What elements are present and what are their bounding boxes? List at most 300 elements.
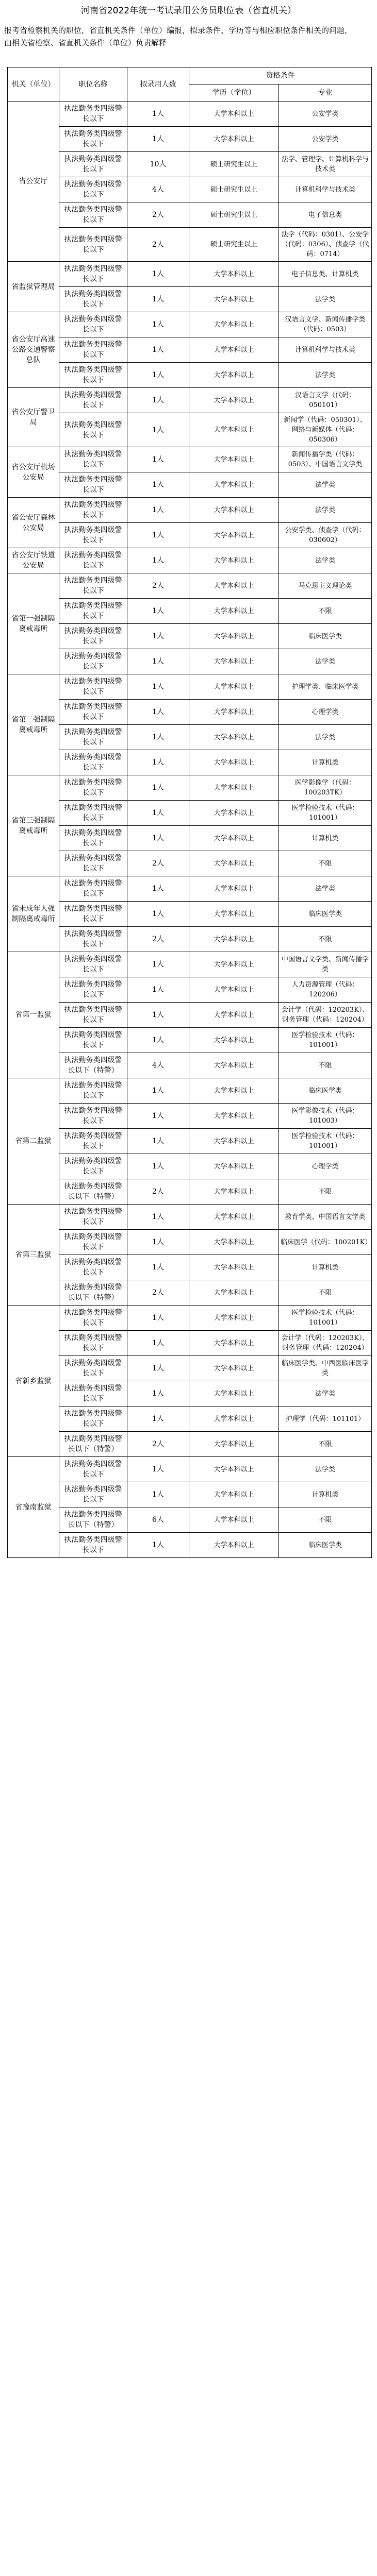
count-cell: 1人 bbox=[127, 523, 189, 548]
position-cell: 执法勤务类四级警长以下 bbox=[59, 228, 127, 262]
education-cell: 大学本科以上 bbox=[189, 902, 279, 927]
education-cell: 大学本科以上 bbox=[189, 127, 279, 152]
position-cell: 执法勤务类四级警长以下 bbox=[59, 624, 127, 649]
count-cell: 10人 bbox=[127, 152, 189, 177]
major-cell: 医学影像技术（代码：101003） bbox=[279, 1104, 372, 1129]
position-cell: 执法勤务类四级警长以下 bbox=[59, 548, 127, 573]
education-cell: 大学本科以上 bbox=[189, 101, 279, 127]
header-education: 学历（学位） bbox=[189, 84, 279, 101]
count-cell: 1人 bbox=[127, 127, 189, 152]
agency-cell: 省第一监狱 bbox=[8, 952, 59, 1078]
education-cell: 大学本科以上 bbox=[189, 337, 279, 363]
agency-cell: 省公安厅铁道公安局 bbox=[8, 548, 59, 573]
position-cell: 执法勤务类四级警长以下（特警） bbox=[59, 1507, 127, 1533]
education-cell: 大学本科以上 bbox=[189, 287, 279, 312]
table-row bbox=[8, 548, 372, 573]
table-row bbox=[8, 363, 372, 388]
position-cell: 执法勤务类四级警长以下 bbox=[59, 775, 127, 801]
table-row bbox=[8, 1331, 372, 1356]
header-position: 职位名称 bbox=[59, 67, 127, 101]
position-cell: 执法勤务类四级警长以下 bbox=[59, 599, 127, 624]
table-row bbox=[8, 388, 372, 413]
count-cell: 1人 bbox=[127, 1129, 189, 1154]
position-cell: 执法勤务类四级警长以下 bbox=[59, 1331, 127, 1356]
position-cell: 执法勤务类四级警长以下 bbox=[59, 573, 127, 599]
major-cell: 不限 bbox=[279, 1432, 372, 1457]
education-cell: 大学本科以上 bbox=[189, 1053, 279, 1078]
major-cell: 法学类 bbox=[279, 725, 372, 750]
count-cell: 1人 bbox=[127, 1154, 189, 1179]
major-cell: 计算机类 bbox=[279, 750, 372, 775]
table-row bbox=[8, 1104, 372, 1129]
note-line: 由相关省检察、省直机关条件（单位）负责解释 bbox=[4, 38, 167, 47]
position-cell: 执法勤务类四级警长以下 bbox=[59, 700, 127, 725]
count-cell: 1人 bbox=[127, 750, 189, 775]
major-cell: 电子信息类 bbox=[279, 202, 372, 228]
education-cell: 大学本科以上 bbox=[189, 624, 279, 649]
table-row bbox=[8, 1507, 372, 1533]
count-cell: 1人 bbox=[127, 674, 189, 700]
count-cell: 1人 bbox=[127, 1205, 189, 1230]
education-cell: 大学本科以上 bbox=[189, 851, 279, 876]
table-row bbox=[8, 1129, 372, 1154]
position-cell: 执法勤务类四级警长以下 bbox=[59, 851, 127, 876]
count-cell: 1人 bbox=[127, 977, 189, 1003]
count-cell: 1人 bbox=[127, 1381, 189, 1406]
count-cell: 1人 bbox=[127, 876, 189, 902]
table-row bbox=[8, 1280, 372, 1306]
education-cell: 大学本科以上 bbox=[189, 573, 279, 599]
major-cell: 医学检验技术（代码：101001） bbox=[279, 801, 372, 826]
count-cell: 1人 bbox=[127, 262, 189, 287]
major-cell: 法学、管理学、计算机科学与技术类 bbox=[279, 152, 372, 177]
education-cell: 大学本科以上 bbox=[189, 1280, 279, 1306]
count-cell: 1人 bbox=[127, 599, 189, 624]
major-cell: 法学类 bbox=[279, 548, 372, 573]
agency-cell: 省第三强制隔离戒毒所 bbox=[8, 775, 59, 876]
education-cell: 大学本科以上 bbox=[189, 725, 279, 750]
table-row bbox=[8, 977, 372, 1003]
education-cell: 大学本科以上 bbox=[189, 1078, 279, 1104]
table-row bbox=[8, 1356, 372, 1381]
table-row bbox=[8, 801, 372, 826]
education-cell: 大学本科以上 bbox=[189, 1179, 279, 1205]
education-cell: 大学本科以上 bbox=[189, 523, 279, 548]
count-cell: 1人 bbox=[127, 1356, 189, 1381]
position-cell: 执法勤务类四级警长以下 bbox=[59, 1482, 127, 1507]
table-row bbox=[8, 1306, 372, 1331]
position-cell: 执法勤务类四级警长以下 bbox=[59, 262, 127, 287]
education-cell: 大学本科以上 bbox=[189, 388, 279, 413]
major-cell: 人力资源管理（代码：120206） bbox=[279, 977, 372, 1003]
education-cell: 大学本科以上 bbox=[189, 363, 279, 388]
position-cell: 执法勤务类四级警长以下 bbox=[59, 152, 127, 177]
education-cell: 大学本科以上 bbox=[189, 1432, 279, 1457]
position-cell: 执法勤务类四级警长以下 bbox=[59, 1003, 127, 1028]
header-major: 专业 bbox=[279, 84, 372, 101]
agency-cell: 省新乡监狱 bbox=[8, 1306, 59, 1457]
position-cell: 执法勤务类四级警长以下（特警） bbox=[59, 1432, 127, 1457]
major-cell: 公安学类、侦查学（代码：030602） bbox=[279, 523, 372, 548]
table-row bbox=[8, 228, 372, 262]
table-row bbox=[8, 1432, 372, 1457]
count-cell: 1人 bbox=[127, 1255, 189, 1280]
count-cell: 1人 bbox=[127, 548, 189, 573]
table-row bbox=[8, 876, 372, 902]
agency-cell: 省公安厅机场公安局 bbox=[8, 447, 59, 498]
count-cell: 1人 bbox=[127, 472, 189, 498]
major-cell: 临床医学类 bbox=[279, 1533, 372, 1558]
count-cell: 1人 bbox=[127, 624, 189, 649]
count-cell: 4人 bbox=[127, 1053, 189, 1078]
major-cell: 汉语言文学、新闻传播学类（代码：0503） bbox=[279, 312, 372, 337]
education-cell: 大学本科以上 bbox=[189, 1129, 279, 1154]
count-cell: 2人 bbox=[127, 1432, 189, 1457]
table-row bbox=[8, 498, 372, 523]
count-cell: 1人 bbox=[127, 1457, 189, 1482]
major-cell: 临床医学（代码：100201K） bbox=[279, 1230, 372, 1255]
education-cell: 大学本科以上 bbox=[189, 977, 279, 1003]
table-row bbox=[8, 413, 372, 447]
education-cell: 大学本科以上 bbox=[189, 1381, 279, 1406]
education-cell: 大学本科以上 bbox=[189, 1406, 279, 1432]
major-cell: 临床医学类 bbox=[279, 1078, 372, 1104]
count-cell: 1人 bbox=[127, 388, 189, 413]
position-cell: 执法勤务类四级警长以下（特警） bbox=[59, 1280, 127, 1306]
position-cell: 执法勤务类四级警长以下 bbox=[59, 876, 127, 902]
table-row bbox=[8, 599, 372, 624]
position-cell: 执法勤务类四级警长以下 bbox=[59, 1381, 127, 1406]
position-cell: 执法勤务类四级警长以下 bbox=[59, 101, 127, 127]
education-cell: 大学本科以上 bbox=[189, 1356, 279, 1381]
position-cell: 执法勤务类四级警长以下 bbox=[59, 337, 127, 363]
major-cell: 医学检验技术（代码：101001） bbox=[279, 1028, 372, 1053]
position-cell: 执法勤务类四级警长以下 bbox=[59, 1533, 127, 1558]
count-cell: 1人 bbox=[127, 1104, 189, 1129]
count-cell: 2人 bbox=[127, 202, 189, 228]
table-row bbox=[8, 1205, 372, 1230]
major-cell: 不限 bbox=[279, 1507, 372, 1533]
education-cell: 大学本科以上 bbox=[189, 472, 279, 498]
position-cell: 执法勤务类四级警长以下 bbox=[59, 1457, 127, 1482]
agency-cell: 省公安厅高速公路交通警察总队 bbox=[8, 312, 59, 388]
education-cell: 大学本科以上 bbox=[189, 952, 279, 977]
count-cell: 1人 bbox=[127, 649, 189, 674]
agency-cell: 省第二监狱 bbox=[8, 1078, 59, 1205]
position-cell: 执法勤务类四级警长以下 bbox=[59, 927, 127, 952]
education-cell: 大学本科以上 bbox=[189, 1205, 279, 1230]
table-row bbox=[8, 177, 372, 202]
count-cell: 1人 bbox=[127, 902, 189, 927]
education-cell: 大学本科以上 bbox=[189, 1533, 279, 1558]
table-row bbox=[8, 1028, 372, 1053]
major-cell: 新闻学（代码：050301）、网络与新媒体（代码：050306） bbox=[279, 413, 372, 447]
position-cell: 执法勤务类四级警长以下 bbox=[59, 388, 127, 413]
major-cell: 法学类 bbox=[279, 472, 372, 498]
table-row bbox=[8, 152, 372, 177]
education-cell: 大学本科以上 bbox=[189, 1003, 279, 1028]
education-cell: 大学本科以上 bbox=[189, 312, 279, 337]
major-cell: 计算机类 bbox=[279, 826, 372, 851]
table-row bbox=[8, 826, 372, 851]
table-row bbox=[8, 624, 372, 649]
table-row bbox=[8, 902, 372, 927]
count-cell: 1人 bbox=[127, 312, 189, 337]
positions-table bbox=[7, 67, 372, 1558]
major-cell: 心理学类 bbox=[279, 1154, 372, 1179]
table-row bbox=[8, 952, 372, 977]
major-cell: 公安学类 bbox=[279, 127, 372, 152]
position-cell: 执法勤务类四级警长以下 bbox=[59, 498, 127, 523]
position-cell: 执法勤务类四级警长以下 bbox=[59, 1129, 127, 1154]
education-cell: 大学本科以上 bbox=[189, 548, 279, 573]
position-cell: 执法勤务类四级警长以下 bbox=[59, 1356, 127, 1381]
position-cell: 执法勤务类四级警长以下 bbox=[59, 523, 127, 548]
table-row bbox=[8, 101, 372, 127]
education-cell: 大学本科以上 bbox=[189, 649, 279, 674]
major-cell: 医学影像学（代码：100203TK） bbox=[279, 775, 372, 801]
education-cell: 硕士研究生以上 bbox=[189, 202, 279, 228]
education-cell: 大学本科以上 bbox=[189, 1457, 279, 1482]
major-cell: 法学类 bbox=[279, 1457, 372, 1482]
education-cell: 大学本科以上 bbox=[189, 876, 279, 902]
major-cell: 护理学（代码：101101） bbox=[279, 1406, 372, 1432]
count-cell: 1人 bbox=[127, 498, 189, 523]
major-cell: 临床医学类 bbox=[279, 624, 372, 649]
table-row bbox=[8, 1053, 372, 1078]
table-row bbox=[8, 1154, 372, 1179]
major-cell: 不限 bbox=[279, 1179, 372, 1205]
count-cell: 1人 bbox=[127, 1533, 189, 1558]
education-cell: 硕士研究生以上 bbox=[189, 152, 279, 177]
table-row bbox=[8, 202, 372, 228]
education-cell: 大学本科以上 bbox=[189, 599, 279, 624]
count-cell: 1人 bbox=[127, 1003, 189, 1028]
education-cell: 大学本科以上 bbox=[189, 1255, 279, 1280]
count-cell: 6人 bbox=[127, 1507, 189, 1533]
major-cell: 新闻传播学类（代码：0503）、中国语言文学类 bbox=[279, 447, 372, 472]
major-cell: 会计学（代码：120203K）、财务管理（代码：120204） bbox=[279, 1331, 372, 1356]
position-cell: 执法勤务类四级警长以下 bbox=[59, 447, 127, 472]
education-cell: 大学本科以上 bbox=[189, 750, 279, 775]
major-cell: 法学类 bbox=[279, 1381, 372, 1406]
position-cell: 执法勤务类四级警长以下 bbox=[59, 1306, 127, 1331]
count-cell: 1人 bbox=[127, 1078, 189, 1104]
major-cell: 不限 bbox=[279, 851, 372, 876]
count-cell: 1人 bbox=[127, 1331, 189, 1356]
agency-cell: 省第二强制隔离戒毒所 bbox=[8, 674, 59, 775]
count-cell: 1人 bbox=[127, 826, 189, 851]
agency-cell: 省公安厅警卫局 bbox=[8, 388, 59, 447]
position-cell: 执法勤务类四级警长以下 bbox=[59, 1078, 127, 1104]
education-cell: 大学本科以上 bbox=[189, 1230, 279, 1255]
major-cell: 汉语言文学（代码：050101） bbox=[279, 388, 372, 413]
table-row bbox=[8, 927, 372, 952]
count-cell: 2人 bbox=[127, 851, 189, 876]
table-row bbox=[8, 775, 372, 801]
major-cell: 医学检验技术（代码：101001） bbox=[279, 1306, 372, 1331]
table-container bbox=[7, 67, 371, 1558]
table-row bbox=[8, 447, 372, 472]
education-cell: 大学本科以上 bbox=[189, 826, 279, 851]
education-cell: 大学本科以上 bbox=[189, 1104, 279, 1129]
education-cell: 大学本科以上 bbox=[189, 775, 279, 801]
education-cell: 大学本科以上 bbox=[189, 674, 279, 700]
table-row bbox=[8, 1482, 372, 1507]
table-row bbox=[8, 472, 372, 498]
position-cell: 执法勤务类四级警长以下 bbox=[59, 1154, 127, 1179]
education-cell: 大学本科以上 bbox=[189, 700, 279, 725]
position-cell: 执法勤务类四级警长以下 bbox=[59, 472, 127, 498]
table-row bbox=[8, 1003, 372, 1028]
count-cell: 1人 bbox=[127, 775, 189, 801]
table-row bbox=[8, 649, 372, 674]
major-cell: 临床医学类、中西医临床医学类 bbox=[279, 1356, 372, 1381]
major-cell: 法学类 bbox=[279, 649, 372, 674]
major-cell: 计算机类 bbox=[279, 1482, 372, 1507]
count-cell: 4人 bbox=[127, 177, 189, 202]
position-cell: 执法勤务类四级警长以下 bbox=[59, 977, 127, 1003]
education-cell: 大学本科以上 bbox=[189, 1507, 279, 1533]
count-cell: 1人 bbox=[127, 447, 189, 472]
position-cell: 执法勤务类四级警长以下 bbox=[59, 801, 127, 826]
count-cell: 1人 bbox=[127, 1306, 189, 1331]
table-row bbox=[8, 674, 372, 700]
position-cell: 执法勤务类四级警长以下 bbox=[59, 902, 127, 927]
position-cell: 执法勤务类四级警长以下 bbox=[59, 725, 127, 750]
table-row bbox=[8, 287, 372, 312]
header-agency: 机关（单位） bbox=[8, 67, 59, 101]
position-cell: 执法勤务类四级警长以下 bbox=[59, 1104, 127, 1129]
position-cell: 执法勤务类四级警长以下 bbox=[59, 1255, 127, 1280]
count-cell: 1人 bbox=[127, 1028, 189, 1053]
major-cell: 计算机科学与技术类 bbox=[279, 177, 372, 202]
major-cell: 护理学类、临床医学类 bbox=[279, 674, 372, 700]
count-cell: 1人 bbox=[127, 1406, 189, 1432]
table-row bbox=[8, 700, 372, 725]
position-cell: 执法勤务类四级警长以下 bbox=[59, 202, 127, 228]
agency-cell: 省监狱管理局 bbox=[8, 262, 59, 312]
major-cell: 计算机类 bbox=[279, 1255, 372, 1280]
note-line: 报考省检察机关的职位，省直机关条件（单位）编报，拟录条件、学历等与相应职位条件相关的问题， bbox=[4, 26, 353, 35]
table-row bbox=[8, 1078, 372, 1104]
count-cell: 1人 bbox=[127, 952, 189, 977]
education-cell: 硕士研究生以上 bbox=[189, 228, 279, 262]
position-cell: 执法勤务类四级警长以下（特警） bbox=[59, 1179, 127, 1205]
agency-cell: 省未成年人强制隔离戒毒所 bbox=[8, 876, 59, 952]
table-row bbox=[8, 573, 372, 599]
table-row bbox=[8, 1406, 372, 1432]
education-cell: 大学本科以上 bbox=[189, 1154, 279, 1179]
table-row bbox=[8, 523, 372, 548]
header-count: 拟录用人数 bbox=[127, 67, 189, 101]
education-cell: 大学本科以上 bbox=[189, 498, 279, 523]
table-row bbox=[8, 1179, 372, 1205]
position-cell: 执法勤务类四级警长以下 bbox=[59, 312, 127, 337]
count-cell: 1人 bbox=[127, 101, 189, 127]
position-cell: 执法勤务类四级警长以下 bbox=[59, 1406, 127, 1432]
major-cell: 会计学（代码：120203K）、财务管理（代码：120204） bbox=[279, 1003, 372, 1028]
table-body bbox=[8, 101, 372, 1558]
position-cell: 执法勤务类四级警长以下 bbox=[59, 674, 127, 700]
count-cell: 1人 bbox=[127, 700, 189, 725]
position-cell: 执法勤务类四级警长以下 bbox=[59, 826, 127, 851]
education-cell: 大学本科以上 bbox=[189, 801, 279, 826]
table-row bbox=[8, 1533, 372, 1558]
count-cell: 1人 bbox=[127, 725, 189, 750]
education-cell: 大学本科以上 bbox=[189, 1028, 279, 1053]
position-cell: 执法勤务类四级警长以下 bbox=[59, 413, 127, 447]
agency-cell: 省豫南监狱 bbox=[8, 1457, 59, 1558]
education-cell: 大学本科以上 bbox=[189, 1482, 279, 1507]
position-cell: 执法勤务类四级警长以下 bbox=[59, 750, 127, 775]
major-cell: 不限 bbox=[279, 927, 372, 952]
notes-block bbox=[4, 25, 373, 49]
major-cell: 计算机科学与技术类 bbox=[279, 337, 372, 363]
count-cell: 1人 bbox=[127, 1482, 189, 1507]
major-cell: 法学类 bbox=[279, 287, 372, 312]
count-cell: 1人 bbox=[127, 287, 189, 312]
major-cell: 不限 bbox=[279, 1280, 372, 1306]
count-cell: 1人 bbox=[127, 1230, 189, 1255]
education-cell: 大学本科以上 bbox=[189, 1331, 279, 1356]
education-cell: 大学本科以上 bbox=[189, 1306, 279, 1331]
count-cell: 2人 bbox=[127, 228, 189, 262]
major-cell: 法学类 bbox=[279, 363, 372, 388]
major-cell: 医学检验技术（代码：101001） bbox=[279, 1129, 372, 1154]
table-row bbox=[8, 262, 372, 287]
major-cell: 马克思主义理论类 bbox=[279, 573, 372, 599]
count-cell: 1人 bbox=[127, 337, 189, 363]
position-cell: 执法勤务类四级警长以下（特警） bbox=[59, 1053, 127, 1078]
agency-cell: 省公安厅 bbox=[8, 101, 59, 262]
count-cell: 2人 bbox=[127, 1280, 189, 1306]
table-row bbox=[8, 1457, 372, 1482]
table-row bbox=[8, 750, 372, 775]
position-cell: 执法勤务类四级警长以下 bbox=[59, 363, 127, 388]
agency-cell: 省公安厅森林公安局 bbox=[8, 498, 59, 548]
education-cell: 大学本科以上 bbox=[189, 927, 279, 952]
count-cell: 2人 bbox=[127, 573, 189, 599]
education-cell: 硕士研究生以上 bbox=[189, 177, 279, 202]
major-cell: 电子信息类、计算机类 bbox=[279, 262, 372, 287]
position-cell: 执法勤务类四级警长以下 bbox=[59, 177, 127, 202]
agency-cell: 省第三监狱 bbox=[8, 1205, 59, 1306]
major-cell: 临床医学类 bbox=[279, 902, 372, 927]
table-row bbox=[8, 127, 372, 152]
position-cell: 执法勤务类四级警长以下 bbox=[59, 287, 127, 312]
table-row bbox=[8, 725, 372, 750]
count-cell: 2人 bbox=[127, 1179, 189, 1205]
education-cell: 大学本科以上 bbox=[189, 447, 279, 472]
header-conditions: 资格条件 bbox=[189, 67, 372, 84]
agency-cell: 省第一强制隔离戒毒所 bbox=[8, 573, 59, 674]
table-row bbox=[8, 1381, 372, 1406]
count-cell: 2人 bbox=[127, 927, 189, 952]
count-cell: 1人 bbox=[127, 801, 189, 826]
table-header bbox=[8, 67, 372, 101]
major-cell: 法学类 bbox=[279, 498, 372, 523]
table-row bbox=[8, 337, 372, 363]
major-cell: 法学类 bbox=[279, 876, 372, 902]
position-cell: 执法勤务类四级警长以下 bbox=[59, 952, 127, 977]
education-cell: 大学本科以上 bbox=[189, 413, 279, 447]
position-cell: 执法勤务类四级警长以下 bbox=[59, 1205, 127, 1230]
position-cell: 执法勤务类四级警长以下 bbox=[59, 127, 127, 152]
count-cell: 1人 bbox=[127, 363, 189, 388]
major-cell: 中国语言文学类、新闻传播学类 bbox=[279, 952, 372, 977]
table-row bbox=[8, 1255, 372, 1280]
